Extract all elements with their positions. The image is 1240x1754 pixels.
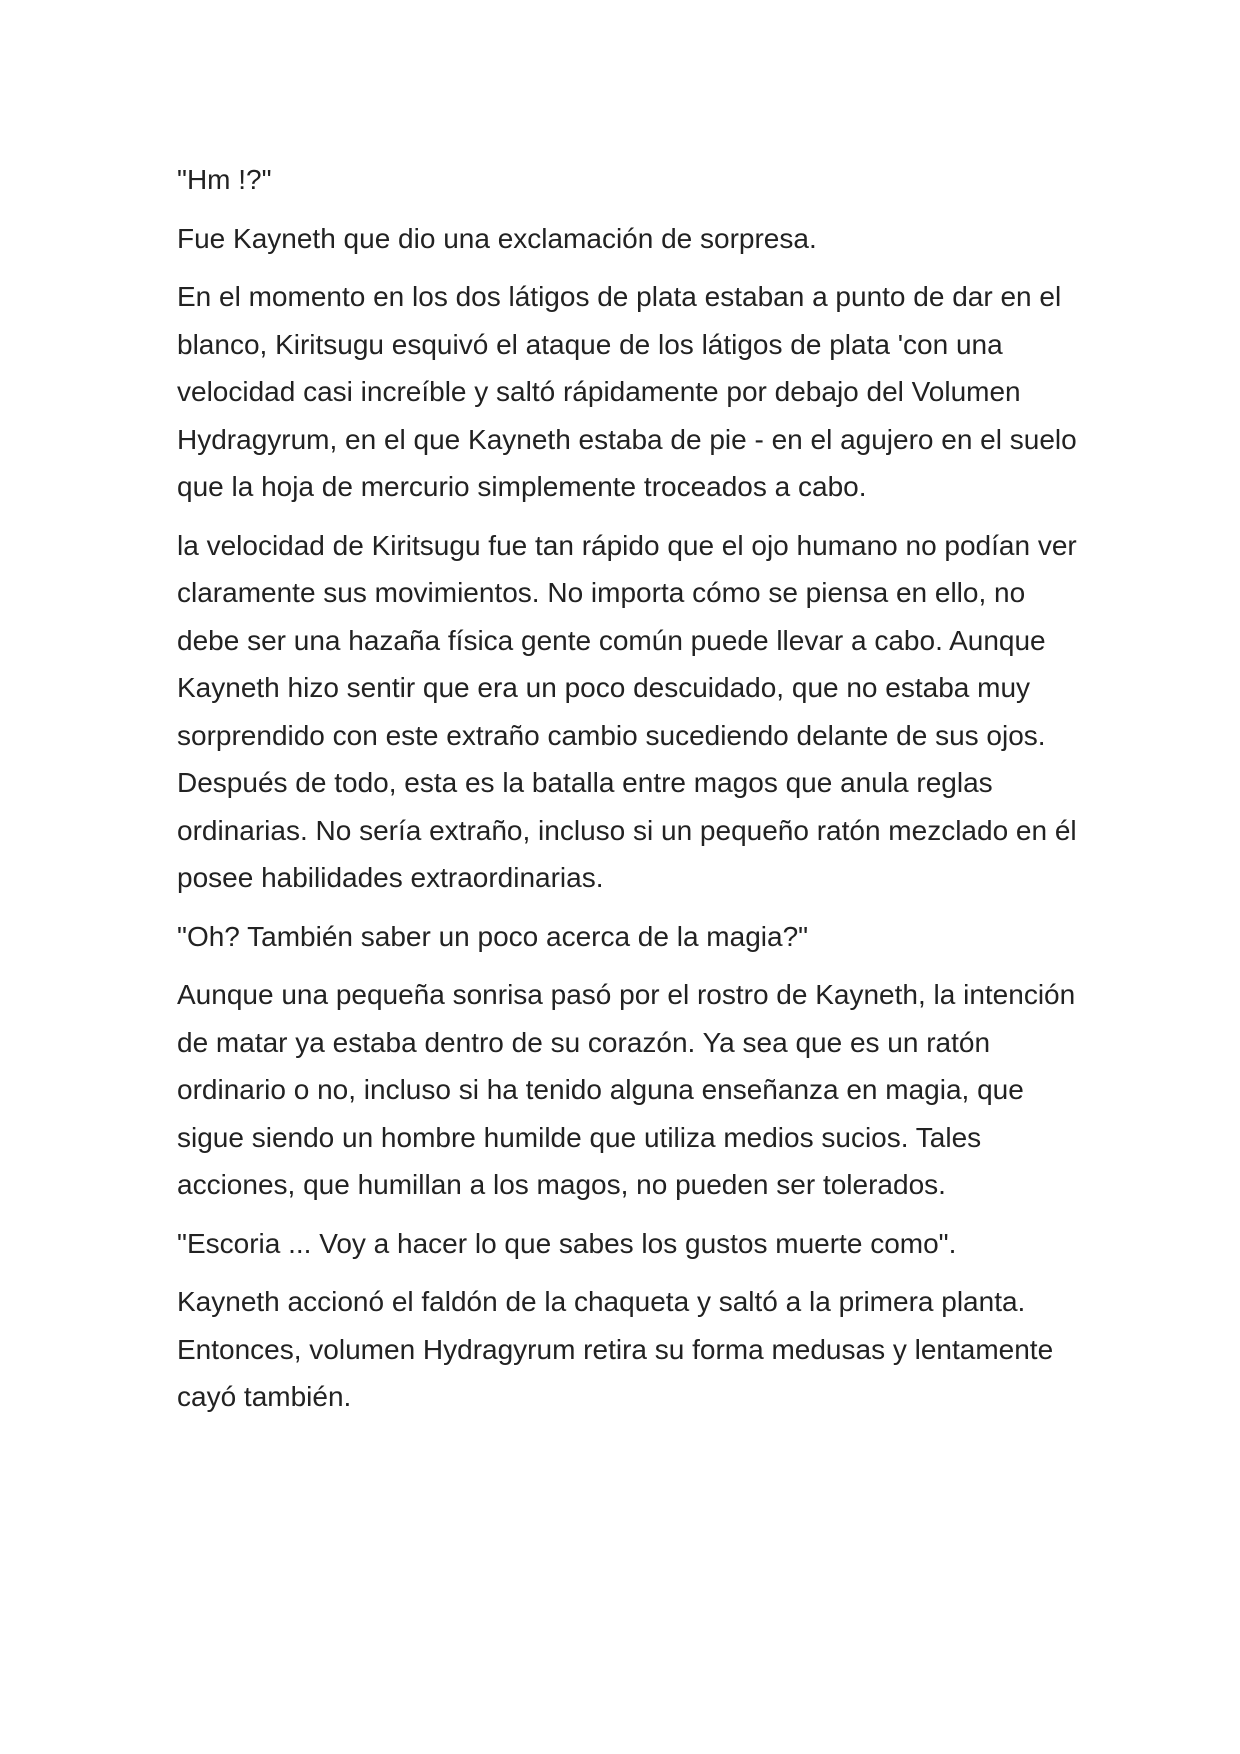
body-text <box>177 156 1077 1432</box>
paragraph-4: la velocidad de Kiritsugu fue tan rápido que el ojo humano no podían ver claramente sus movimientos. No importa cómo se piensa en ello, no debe ser una hazaña física gente común puede llevar a cabo. Aunque Kayneth hizo sentir que era un poco descuidado, que no estaba muy sorprendido con este extraño cambio sucediendo delante de sus ojos. Después de todo, esta es la batalla entre magos que anula reglas ordinarias. No sería extraño, incluso si un pequeño ratón mezclado en él posee habilidades extraordinarias. <box>177 529 1077 893</box>
paragraph-3: En el momento en los dos látigos de plata estaban a punto de dar en el blanco, Kiritsugu esquivó el ataque de los látigos de plata 'con una velocidad casi increíble y saltó rápidamente por debajo del Volumen Hydragyrum, en el que Kayneth estaba de pie - en el agujero en el suelo que la hoja de mercurio simplemente troceados a cabo. <box>177 281 1077 502</box>
paragraph-7: "Escoria ... Voy a hacer lo que sabes los gustos muerte como". <box>177 1227 957 1259</box>
paragraph-5: "Oh? También saber un poco acerca de la magia?" <box>177 920 809 952</box>
paragraph-8: Kayneth accionó el faldón de la chaqueta y saltó a la primera planta. Entonces, volumen Hydragyrum retira su forma medusas y lentamente cayó también. <box>177 1286 1054 1412</box>
paragraph-6: Aunque una pequeña sonrisa pasó por el rostro de Kayneth, la intención de matar ya estaba dentro de su corazón. Ya sea que es un ratón ordinario o no, incluso si ha tenido alguna enseñanza en magia, que sigue siendo un hombre humilde que utiliza medios sucios. Tales acciones, que humillan a los magos, no pueden ser tolerados. <box>177 979 1076 1200</box>
paragraph-1: "Hm !?" <box>177 164 272 195</box>
paragraph-2: Fue Kayneth que dio una exclamación de sorpresa. <box>177 222 817 254</box>
